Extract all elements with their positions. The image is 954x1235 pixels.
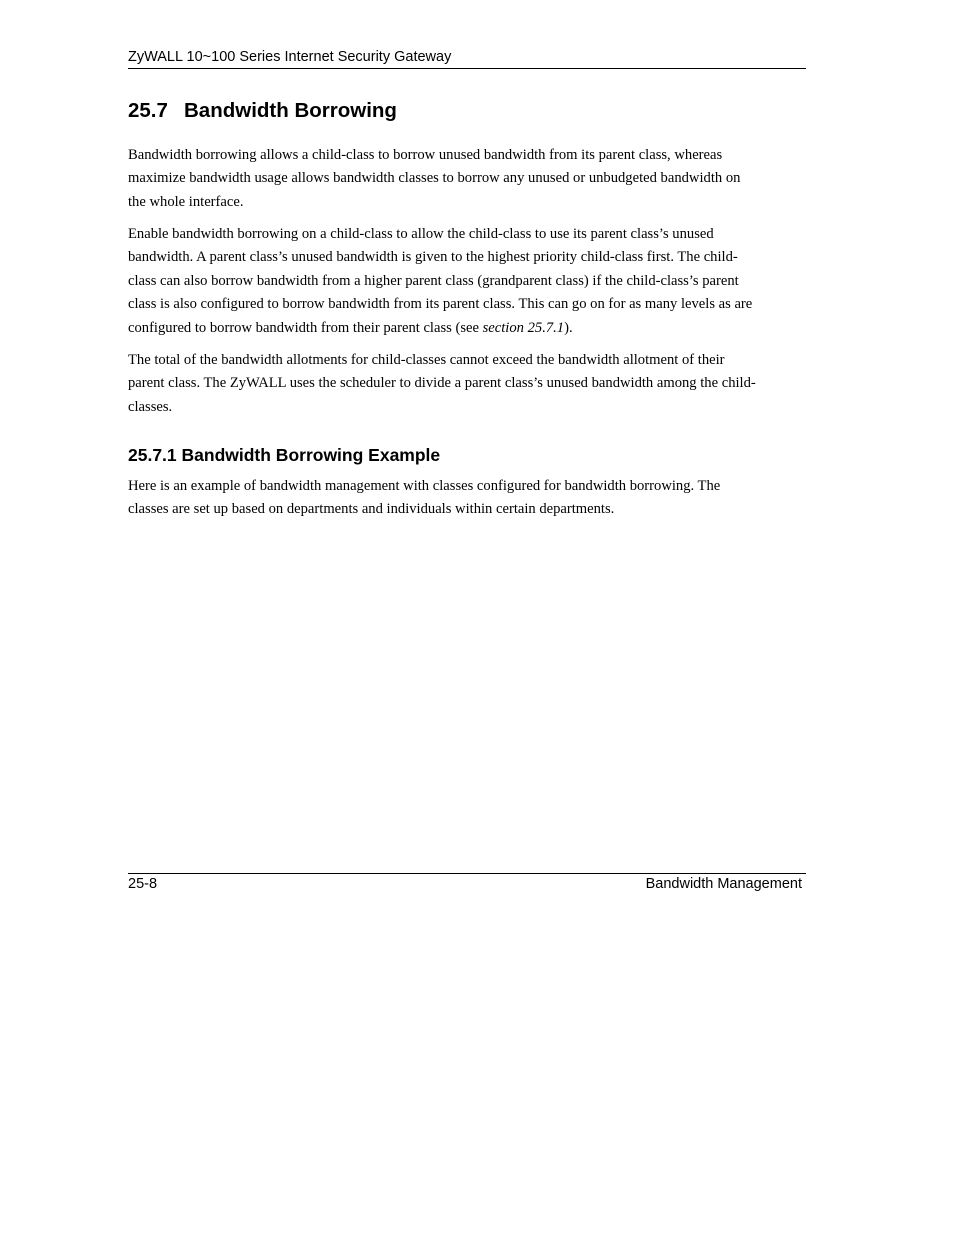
- text-line: Bandwidth borrowing allows a child-class to borrow unused bandwidth from its parent class, whereas: [128, 147, 723, 163]
- text-line: Enable bandwidth borrowing on a child-class to allow the child-class to use its parent class’s unused: [128, 226, 714, 242]
- paragraph-enable-borrowing: [128, 223, 806, 340]
- text-line: the whole interface.: [128, 193, 244, 210]
- text-line: parent class. The ZyWALL uses the scheduler to divide a parent class’s unused bandwidth among the child-: [128, 375, 756, 392]
- paragraph-example-intro: [128, 475, 806, 522]
- page-header: [128, 48, 806, 69]
- section-number: 25.7: [128, 99, 168, 122]
- text-line: maximize bandwidth usage allows bandwidth classes to borrow any unused or unbudgeted bandwidth on: [128, 170, 741, 187]
- text-line: bandwidth. A parent class’s unused bandwidth is given to the highest priority child-class first. The child-: [128, 249, 738, 266]
- paragraph-allotment-limits: [128, 349, 806, 419]
- text-line: Here is an example of bandwidth management with classes configured for bandwidth borrowing. The: [128, 478, 721, 494]
- section-title: Bandwidth Borrowing: [184, 99, 397, 122]
- text-line: classes.: [128, 398, 173, 415]
- header-title: ZyWALL 10~100 Series Internet Security Gateway: [128, 49, 452, 65]
- paragraph-borrowing-intro: [128, 144, 806, 214]
- text-line: class is also configured to borrow bandwidth from its parent class. This can go on for as many levels as are: [128, 296, 753, 313]
- page-footer: [128, 873, 806, 896]
- text-line: classes are set up based on departments and individuals within certain departments.: [128, 501, 615, 518]
- text-fragment: ).: [564, 319, 573, 336]
- text-line: [128, 317, 806, 340]
- text-line: The total of the bandwidth allotments for child-classes cannot exceed the bandwidth allotment of their: [128, 352, 725, 368]
- section-heading: [128, 98, 397, 124]
- footer-chapter-title: Bandwidth Management: [645, 876, 802, 892]
- footer-page-number: 25-8: [128, 876, 158, 892]
- text-fragment: configured to borrow bandwidth from their parent class (see: [128, 319, 483, 336]
- subsection-heading: 25.7.1 Bandwidth Borrowing Example: [128, 445, 441, 465]
- section-cross-reference-link[interactable]: section 25.7.1: [482, 319, 565, 336]
- text-line: class can also borrow bandwidth from a higher parent class (grandparent class) if the child-class’s parent: [128, 272, 739, 289]
